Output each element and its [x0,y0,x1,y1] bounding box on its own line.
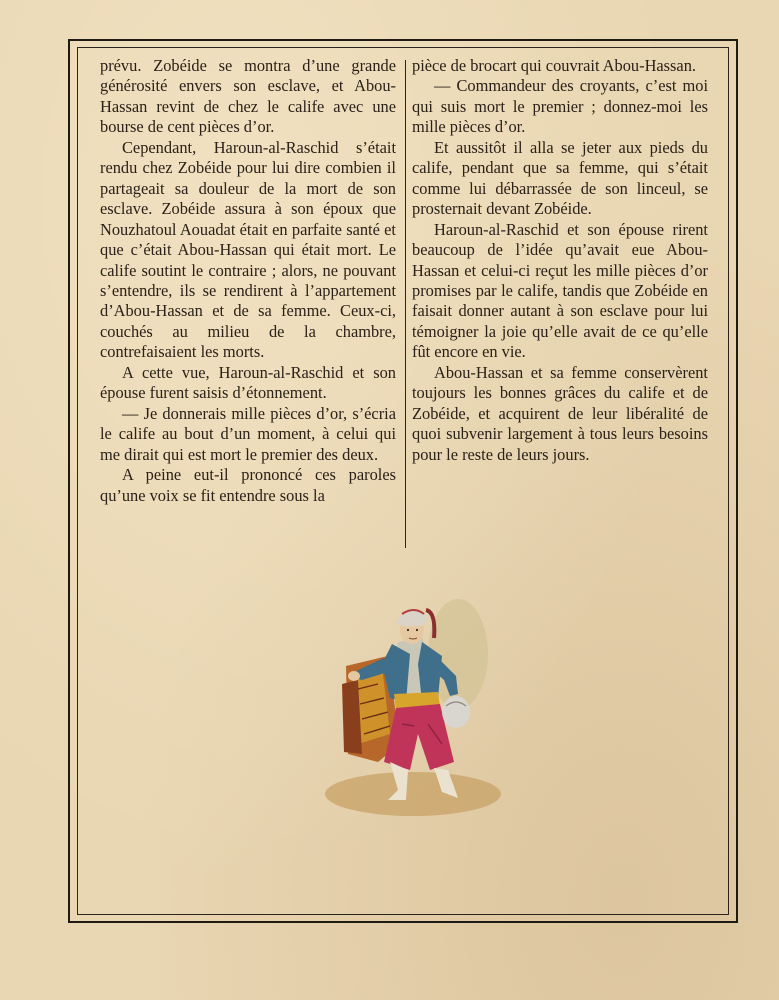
paragraph: A peine eut-il prononcé ces paroles qu’une voix se fit entendre sous la [100,465,396,505]
figure-carrying-brocade-icon [318,594,508,824]
paragraph: prévu. Zobéide se montra d’une grande générosité envers son esclave, et Abou-Hassan revint de chez le calife avec une bourse de cent pièces d’or. [100,56,396,137]
paragraph: Haroun-al-Raschid et son épouse rirent beaucoup de l’idée qu’avait eue Abou-Hassan et celui-ci reçut les mille pièces d’or promises par le calife, tandis que Zobéide en faisait donner autant à son esclave pour lui témoigner la joie qu’elle avait de ce qu’elle fût encore en vie. [412,219,708,362]
paragraph: — Je donnerais mille pièces d’or, s’écria le calife au bout d’un moment, à celui qui me dirait qui est mort le premier des deux. [100,403,396,464]
paragraph: Et aussitôt il alla se jeter aux pieds du calife, pendant que sa femme, qui s’était comme lui débarrassée de son linceul, se prosternait devant Zobéide. [412,137,708,219]
column-divider [405,60,406,548]
paragraph: Cependant, Haroun-al-Raschid s’était rendu chez Zobéide pour lui dire combien il partageait sa douleur de la mort de son esclave. Zobéide assura à son époux que Nouzhatoul Aouadat était en parfaite santé et que c’était Abou-Hassan qui était mort. Le calife soutint le contraire ; alors, ne pouvant s’entendre, ils se rendirent à l’appartement d’Abou-Hassan et de sa femme. Ceux-ci, couchés au milieu de la chambre, contrefaisaient les morts. [100,137,396,362]
paragraph: — Commandeur des croyants, c’est moi qui suis mort le premier ; donnez-moi les mille pièces d’or. [412,76,708,137]
paragraph: A cette vue, Haroun-al-Raschid et son épouse furent saisis d’étonnement. [100,362,396,403]
right-column [412,56,708,465]
paragraph: pièce de brocart qui couvrait Abou-Hassan. [412,56,697,75]
paragraph: Abou-Hassan et sa femme conservèrent toujours les bonnes grâces du calife et de Zobéide, et acquirent de leur libéralité de quoi subvenir largement à tous leurs besoins pour le reste de leurs jours. [412,362,708,464]
left-column [100,56,396,506]
